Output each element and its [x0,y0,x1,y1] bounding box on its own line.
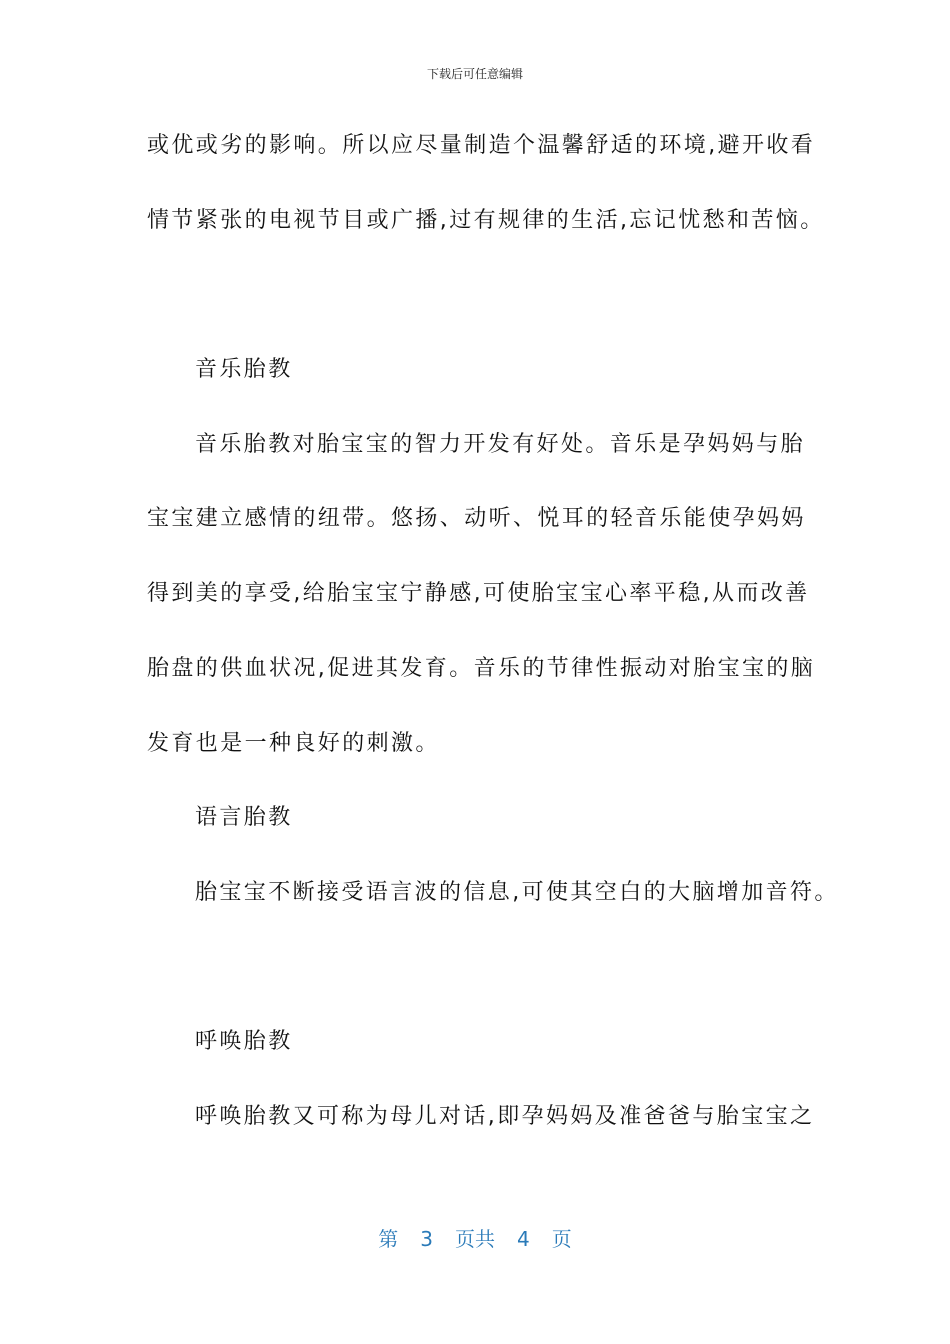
footer-current-page: 3 [420,1227,433,1251]
section-heading-language: 语言胎教 [195,805,293,830]
section-heading-calling: 呼唤胎教 [195,1029,293,1054]
page-number-footer [0,1226,950,1252]
body-text-line: 得到美的享受,给胎宝宝宁静感,可使胎宝宝心率平稳,从而改善 [147,581,810,606]
body-text-line: 胎盘的供血状况,促进其发育。音乐的节律性振动对胎宝宝的脑 [147,656,816,681]
body-text-line: 音乐胎教对胎宝宝的智力开发有好处。音乐是孕妈妈与胎 [195,432,806,457]
footer-middle: 页共 [455,1227,495,1251]
body-text-line: 胎宝宝不断接受语言波的信息,可使其空白的大脑增加音符。 [195,880,839,905]
body-text-line: 情节紧张的电视节目或广播,过有规律的生活,忘记忧愁和苦恼。 [147,208,825,233]
page-header-note: 下载后可任意编辑 [426,67,523,81]
body-text-line: 发育也是一种良好的刺激。 [147,731,440,756]
footer-suffix: 页 [551,1227,572,1251]
body-text-line: 宝宝建立感情的纽带。悠扬、动听、悦耳的轻音乐能使孕妈妈 [147,506,806,531]
footer-prefix: 第 [378,1227,399,1251]
body-text-line: 或优或劣的影响。所以应尽量制造个温馨舒适的环境,避开收看 [147,133,816,158]
section-heading-music: 音乐胎教 [195,357,293,382]
body-text-line: 呼唤胎教又可称为母儿对话,即孕妈妈及准爸爸与胎宝宝之 [195,1104,815,1129]
footer-total-pages: 4 [517,1227,530,1251]
